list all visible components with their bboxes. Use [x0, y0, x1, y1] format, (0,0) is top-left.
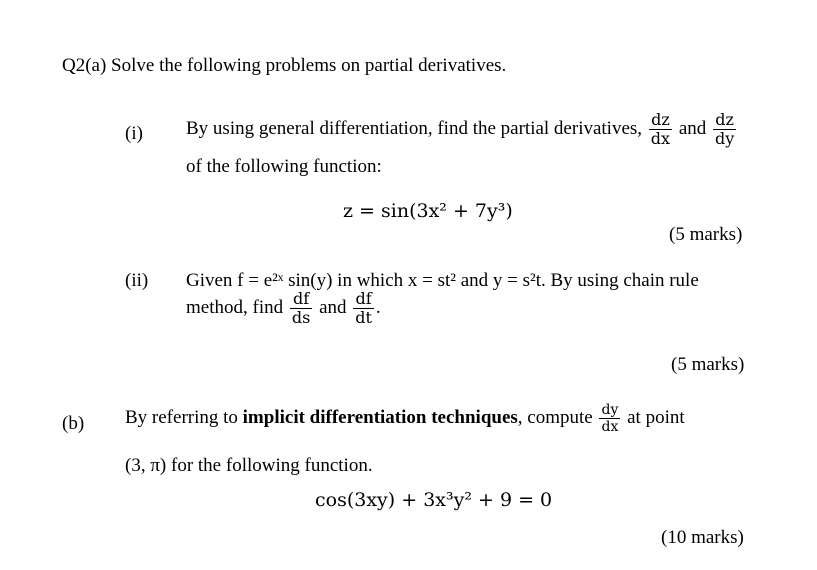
part-b-text-prefix: By referring to: [125, 406, 238, 428]
part-i-fraction-dz-dy: $\frac{dz}{dy}$: [715, 110, 735, 148]
part-b-label: (b): [62, 413, 85, 434]
part-ii-period: .: [375, 296, 381, 318]
part-b-line2: (3, π) for the following function.: [125, 455, 373, 476]
part-b-line1: [125, 403, 685, 434]
part-i-and: and: [678, 117, 707, 139]
part-ii-marks: (5 marks): [671, 354, 745, 375]
question-heading: Q2(a) Solve the following problems on partial derivatives.: [62, 55, 507, 76]
part-ii-label: (ii): [125, 270, 149, 291]
part-i-marks: (5 marks): [669, 224, 743, 245]
part-i-line2: of the following function:: [186, 156, 382, 177]
part-ii-fraction-df-ds: $\frac{df}{ds}$: [291, 289, 311, 327]
part-ii-line2: [186, 291, 381, 326]
part-b-fraction-dy-dx: $\frac{dy}{dx}$: [601, 402, 619, 435]
part-b-text-middle: , compute: [517, 406, 593, 428]
part-b-bold-text: implicit differentiation techniques: [242, 406, 518, 428]
part-b-marks: (10 marks): [661, 527, 744, 548]
part-ii-line1: Given f = e²ˣ sin(y) in which x = st² and y = s²t. By using chain rule: [186, 270, 699, 291]
part-b-equation: cos(3xy) + 3x³y² + 9 = 0: [315, 489, 553, 511]
part-ii-fraction-df-dt: $\frac{df}{dt}$: [355, 289, 372, 327]
part-ii-method-text: method, find: [186, 296, 284, 318]
part-ii-and: and: [319, 296, 347, 318]
part-b-text-suffix: at point: [627, 406, 685, 428]
part-i-label: (i): [125, 123, 143, 144]
part-i-text: By using general differentiation, find the partial derivatives,: [186, 117, 643, 139]
part-i-line1: [186, 112, 738, 147]
part-i-equation: z = sin(3x² + 7y³): [343, 200, 513, 222]
part-i-fraction-dz-dx: $\frac{dz}{dx}$: [650, 110, 671, 148]
